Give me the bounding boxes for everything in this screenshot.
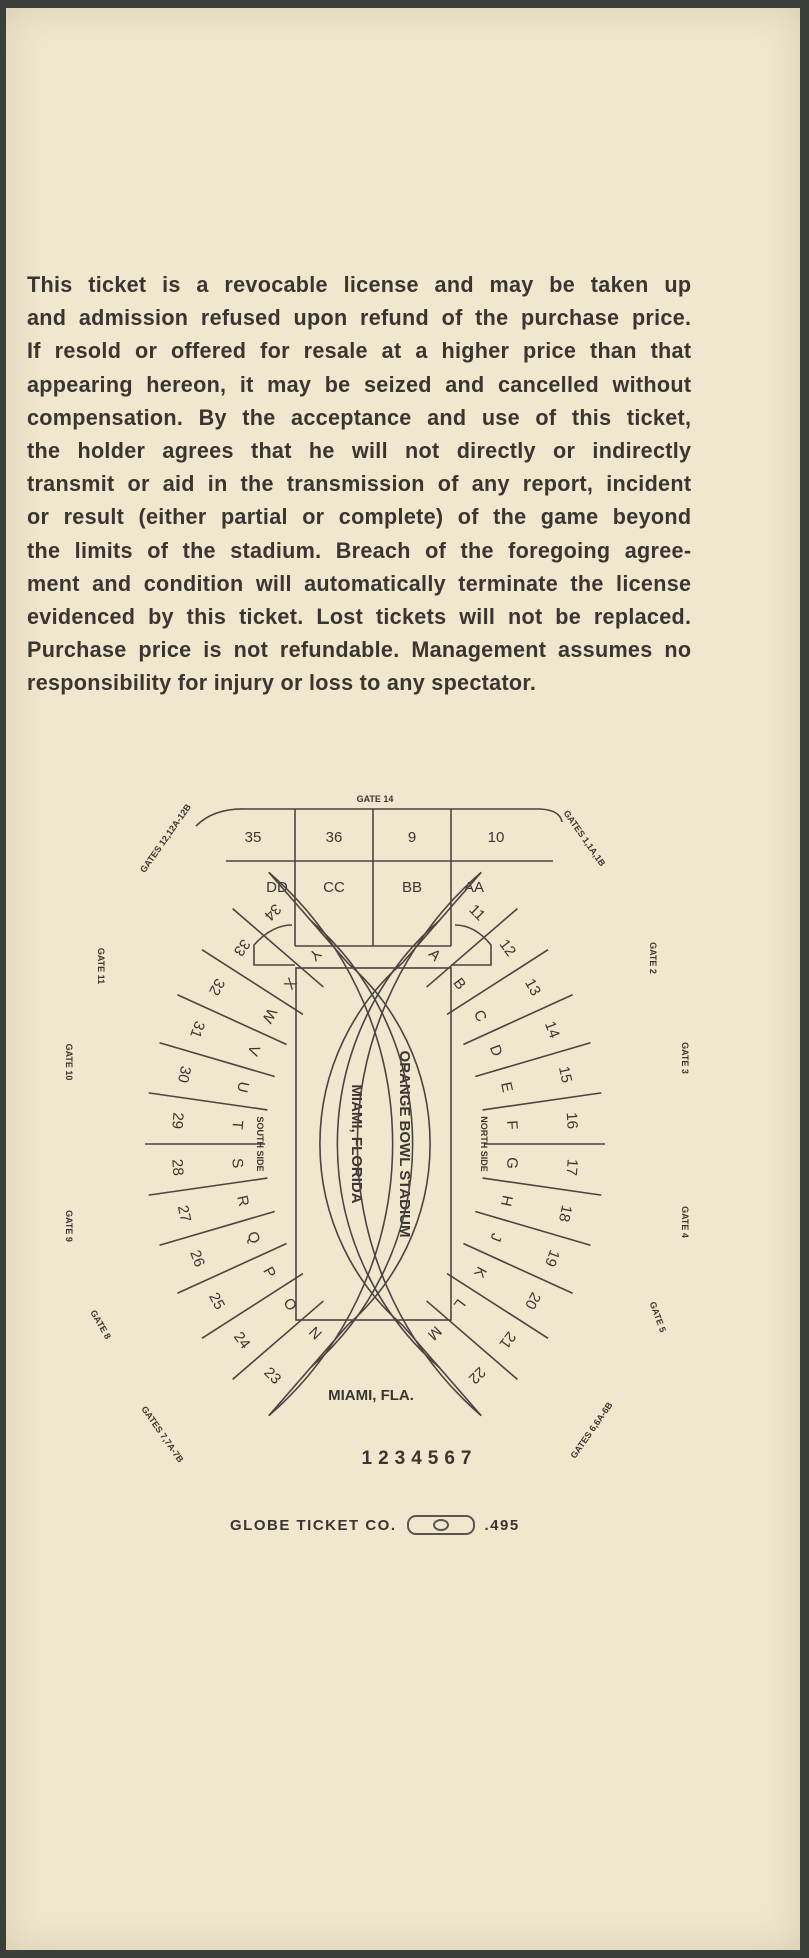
section-P: P bbox=[259, 1263, 280, 1281]
gate-11: GATE 11 bbox=[96, 947, 106, 985]
terms-line: evidenced by this ticket. Lost tickets will not be replaced. bbox=[27, 604, 692, 630]
gate-14: GATE 14 bbox=[356, 794, 394, 804]
south-side-label: SOUTH SIDE bbox=[255, 1116, 265, 1172]
terms-line: ment and condition will automatically terminate the license bbox=[27, 570, 692, 596]
section-S: S bbox=[228, 1157, 247, 1169]
section-30: 30 bbox=[173, 1064, 195, 1085]
section-B: B bbox=[449, 974, 470, 994]
printer-code: .495 bbox=[484, 1516, 520, 1534]
section-T: T bbox=[228, 1119, 246, 1131]
section-33: 33 bbox=[229, 935, 254, 960]
terms-line: the holder agrees that he will not directly or indirectly bbox=[27, 438, 692, 464]
section-X: X bbox=[280, 974, 300, 993]
section-28: 28 bbox=[168, 1158, 187, 1177]
section-N: N bbox=[305, 1323, 325, 1344]
section-36: 36 bbox=[325, 829, 343, 846]
side-stands bbox=[145, 872, 605, 1415]
north-stand-arc bbox=[357, 872, 481, 1415]
section-A: A bbox=[424, 945, 444, 965]
terms-line: responsibility for injury or loss to any spectator. bbox=[27, 670, 537, 696]
section-U: U bbox=[233, 1079, 253, 1095]
section-26: 26 bbox=[186, 1247, 209, 1270]
section-AA: AA bbox=[463, 879, 485, 896]
section-16: 16 bbox=[562, 1111, 581, 1130]
section-R: R bbox=[233, 1193, 253, 1209]
section-divider bbox=[149, 1093, 268, 1110]
city-label: MIAMI, FLA. bbox=[328, 1387, 414, 1404]
section-J: J bbox=[486, 1230, 505, 1244]
section-35: 35 bbox=[244, 829, 262, 846]
section-31: 31 bbox=[186, 1018, 209, 1041]
printer-name: GLOBE TICKET CO. bbox=[230, 1516, 397, 1534]
section-D: D bbox=[485, 1042, 506, 1059]
section-22: 22 bbox=[465, 1363, 489, 1388]
section-17: 17 bbox=[562, 1158, 581, 1177]
section-13: 13 bbox=[521, 975, 545, 999]
south-stand-arc bbox=[269, 872, 393, 1415]
section-E: E bbox=[497, 1080, 516, 1094]
terms-line: This ticket is a revocable license and may be taken up bbox=[27, 272, 692, 297]
section-21: 21 bbox=[495, 1328, 520, 1352]
section-V: V bbox=[243, 1042, 264, 1058]
terms-line: the limits of the stadium. Breach of the foregoing agree- bbox=[27, 537, 692, 563]
seat-numbers: 1234567 bbox=[361, 1448, 478, 1469]
globe-logo-icon bbox=[407, 1515, 475, 1535]
section-DD: DD bbox=[266, 879, 288, 896]
section-15: 15 bbox=[554, 1064, 576, 1085]
section-27: 27 bbox=[173, 1203, 195, 1224]
gate-8: GATE 8 bbox=[88, 1308, 113, 1341]
section-32: 32 bbox=[205, 975, 228, 999]
terms-line: transmit or aid in the transmission of any report, incident bbox=[27, 471, 692, 497]
terms-line: If resold or offered for resale at a higher price than that bbox=[27, 338, 692, 364]
section-29: 29 bbox=[168, 1111, 187, 1130]
terms-line: Purchase price is not refundable. Management assumes no bbox=[27, 637, 692, 663]
gate-2: GATE 2 bbox=[648, 942, 658, 974]
section-9: 9 bbox=[407, 829, 417, 846]
section-L: L bbox=[450, 1295, 469, 1313]
gates-6: GATES 6,6A-6B bbox=[568, 1400, 615, 1461]
section-23: 23 bbox=[260, 1364, 285, 1388]
stadium-city: MIAMI, FLORIDA bbox=[348, 1084, 365, 1204]
section-11: 11 bbox=[465, 901, 489, 925]
gate-9: GATE 9 bbox=[64, 1210, 74, 1242]
gate-4: GATE 4 bbox=[680, 1206, 690, 1238]
section-18: 18 bbox=[554, 1203, 576, 1224]
section-BB: BB bbox=[401, 879, 423, 896]
stadium-name: ORANGE BOWL STADIUM bbox=[396, 1050, 413, 1238]
terms-line: compensation. By the acceptance and use of this ticket, bbox=[27, 404, 692, 430]
gates-7: GATES 7,7A-7B bbox=[139, 1404, 186, 1465]
section-W: W bbox=[258, 1005, 281, 1026]
section-34: 34 bbox=[260, 900, 285, 924]
section-24: 24 bbox=[229, 1328, 254, 1353]
section-19: 19 bbox=[541, 1247, 563, 1270]
terms-line: and admission refused upon refund of the purchase price. bbox=[27, 305, 692, 331]
section-C: C bbox=[469, 1007, 490, 1025]
gate-3: GATE 3 bbox=[680, 1042, 690, 1074]
gates-1: GATES 1,1A,1B bbox=[561, 808, 608, 869]
gates-12: GATES 12,12A-12B bbox=[138, 802, 193, 875]
printer-line bbox=[230, 1515, 520, 1535]
section-14: 14 bbox=[541, 1018, 563, 1041]
section-M: M bbox=[423, 1322, 445, 1344]
section-G: G bbox=[502, 1156, 521, 1170]
gate-5: GATE 5 bbox=[647, 1300, 668, 1334]
section-25: 25 bbox=[205, 1289, 228, 1313]
gate-10: GATE 10 bbox=[64, 1043, 74, 1081]
section-10: 10 bbox=[487, 829, 505, 846]
terms-line: appearing hereon, it may be seized and cancelled without bbox=[27, 371, 692, 397]
section-H: H bbox=[496, 1193, 516, 1208]
section-divider bbox=[149, 1178, 268, 1195]
section-F: F bbox=[503, 1119, 521, 1131]
section-divider bbox=[483, 1178, 602, 1195]
section-12: 12 bbox=[495, 936, 520, 960]
section-CC: CC bbox=[323, 879, 345, 896]
north-side-label: NORTH SIDE bbox=[479, 1116, 489, 1172]
section-20: 20 bbox=[521, 1289, 545, 1313]
section-Y: Y bbox=[305, 944, 325, 964]
section-divider bbox=[483, 1093, 602, 1110]
terms-line: or result (either partial or complete) of the game beyond bbox=[27, 504, 692, 530]
section-Q: Q bbox=[243, 1229, 264, 1247]
section-K: K bbox=[470, 1263, 490, 1281]
section-O: O bbox=[279, 1294, 301, 1315]
